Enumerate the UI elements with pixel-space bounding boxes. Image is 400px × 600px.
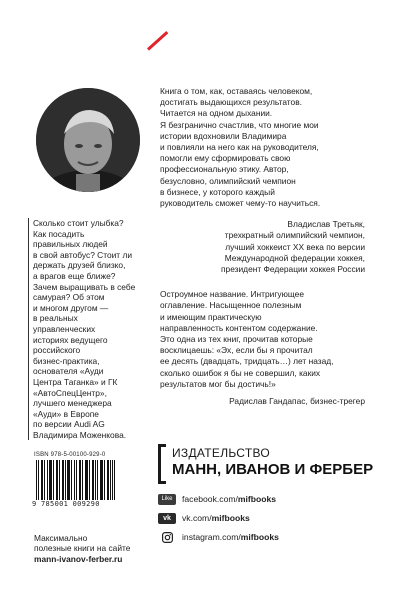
blurb-line: безусловно, олимпийский чемпион: [160, 175, 296, 186]
review-line: направленность контентом содержание.: [160, 322, 318, 333]
isbn-label: ISBN 978-5-00100-929-0: [34, 452, 106, 458]
barcode-digits: 9 785001 009290: [32, 500, 124, 508]
author-photo: [36, 88, 140, 192]
quote-line: Сколько стоит улыбка?: [33, 218, 124, 228]
quote-line: основателя «Ауди: [33, 366, 104, 377]
quote-line: «Ауди» в Европе: [33, 408, 99, 419]
quote-line: а врагов еще ближе?: [33, 270, 116, 281]
author-quote-column: [28, 218, 141, 440]
vk-prefix: vk.com/: [182, 513, 212, 523]
quote-line: управленческих: [33, 323, 96, 334]
site-tagline: [34, 533, 164, 564]
quote-line: по версии Audi AG: [33, 419, 105, 430]
quote-line: «АвтоСпецЦентр»,: [33, 387, 107, 398]
review-line: восклицаешь: «Эх, если бы я прочитал: [160, 345, 313, 356]
review-line: и имеющим практическую: [160, 311, 262, 322]
blurb-block: [160, 86, 365, 407]
tretiak-attribution: [160, 219, 365, 275]
attribution-line: Владислав Третьяк,: [287, 219, 365, 230]
quote-line: бизнес-практика,: [33, 355, 100, 366]
review-line: Остроумное название. Интригующее: [160, 289, 304, 300]
blurb-line: помогли ему сформировать свою: [160, 153, 291, 164]
quote-line: самурая? Об этом: [33, 292, 105, 303]
blurb-line: Я безгранично счастлив, что многие мои: [160, 119, 319, 130]
vk-handle: mifbooks: [211, 513, 250, 523]
blurb-line: профессиональную этику. Автор,: [160, 164, 289, 175]
attribution-line: Международной федерации хоккея,: [224, 252, 365, 263]
attribution-line: трехкратный олимпийский чемпион,: [224, 230, 365, 241]
quote-line: Центра Таганка» и ГК: [33, 376, 118, 387]
vk-icon: vk: [158, 513, 176, 524]
quote-line: историях ведущего: [33, 334, 108, 345]
quote-line: Зачем выращивать в себе: [33, 281, 136, 292]
instagram-link[interactable]: [158, 530, 358, 544]
instagram-icon: [158, 532, 176, 543]
review-line: оглавление. Насыщенное полезным: [160, 300, 302, 311]
review-line: результатов мог бы достичь!»: [160, 378, 276, 389]
vk-link[interactable]: [158, 511, 358, 525]
facebook-handle: mifbooks: [237, 494, 277, 504]
tagline-line-1: Максимально: [34, 533, 88, 543]
quote-line: и многом другом —: [33, 302, 109, 313]
review-line: ее десять (двадцать, тридцать…) лет назад,: [160, 356, 334, 367]
quote-line: в свой автобус? Стоит ли: [33, 249, 133, 260]
quote-line: правильных людей: [33, 239, 108, 250]
quote-line: в реальных: [33, 313, 78, 324]
blurb-line: истории вдохновили Владимира: [160, 130, 287, 141]
blurb-line: и повлияли на него как на руководителя,: [160, 142, 319, 153]
site-link[interactable]: mann-ivanov-ferber.ru: [34, 553, 123, 564]
instagram-handle: mifbooks: [240, 532, 279, 542]
quote-line: Владимира Моженкова.: [33, 429, 127, 440]
gandapas-attribution: Радислав Гандапас, бизнес-трегер: [229, 396, 365, 407]
quote-line: Как посадить: [33, 228, 85, 239]
tagline-line-2: полезные книги на сайте: [34, 543, 131, 554]
publisher-name: МАНН, ИВАНОВ И ФЕРБЕР: [172, 461, 374, 478]
blurb-line: в бизнесе, у которого каждый: [160, 186, 275, 197]
quote-line: российского: [33, 345, 81, 356]
publisher-bracket-icon: [158, 444, 166, 484]
attribution-line: лучший хоккеист XX века по версии: [225, 241, 365, 252]
quote-line: держать друзей близко,: [33, 260, 126, 271]
quote-line: лучшего менеджера: [33, 398, 112, 409]
review-line: сколько ошибок я бы не совершил, каких: [160, 367, 321, 378]
facebook-link[interactable]: [158, 492, 358, 506]
blurb-line: Читается на одном дыхании.: [160, 108, 273, 119]
facebook-prefix: facebook.com/: [182, 494, 238, 504]
instagram-prefix: instagram.com/: [182, 532, 241, 542]
blurb-line: Книга о том, как, оставаясь человеком,: [160, 86, 313, 96]
blurb-line: руководитель сможет чему-то научиться.: [160, 198, 321, 209]
facebook-like-icon: Like: [158, 494, 176, 505]
blurb-line: достигать выдающихся результатов.: [160, 97, 302, 108]
publisher-label: ИЗДАТЕЛЬСТВО: [172, 446, 271, 460]
red-accent-line: [147, 31, 168, 51]
review-block: [160, 289, 365, 390]
attribution-line: президент Федерации хоккея России: [221, 264, 365, 275]
review-line: Это одна из тех книг, прочитав которые: [160, 334, 313, 345]
